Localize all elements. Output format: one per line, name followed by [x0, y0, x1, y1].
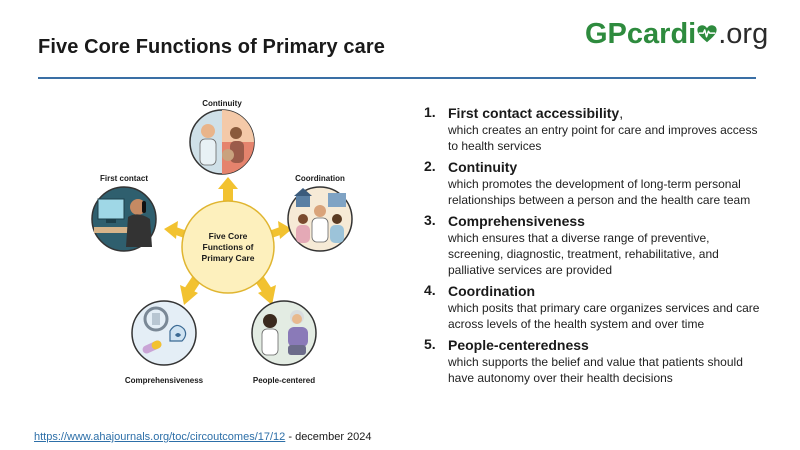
- list-item: [424, 212, 764, 278]
- phone-call-icon: [92, 187, 156, 251]
- core-functions-diagram: [80, 95, 380, 395]
- list-item: [424, 336, 764, 386]
- list-item: [424, 282, 764, 332]
- node-label-first-contact: First contact: [99, 174, 149, 183]
- source-date: - december 2024: [285, 431, 372, 443]
- source-link[interactable]: https://www.ahajournals.org/toc/circoutcomes/17/12: [34, 431, 286, 443]
- list-item-number: 4.: [424, 282, 436, 298]
- list-item-number: 2.: [424, 158, 436, 174]
- heading-text: Coordination: [448, 283, 536, 299]
- center-label-line-2: Functions of: [202, 242, 254, 252]
- list-item-description: which supports the belief and value that patients should have autonomy over their health decisions: [448, 355, 743, 385]
- list-item-number: 1.: [424, 104, 436, 120]
- heading-suffix: ,: [619, 105, 624, 121]
- heading-text: Continuity: [448, 159, 518, 175]
- heading-text: First contact accessibility: [448, 105, 620, 121]
- list-item-number: 3.: [424, 212, 436, 228]
- heading-text: People-centeredness: [448, 337, 589, 353]
- gpcardio-logo: [585, 20, 768, 49]
- care-team-icon: [288, 187, 352, 251]
- list-item-description: which creates an entry point for care and improves access to health services: [448, 123, 758, 153]
- list-item-heading: [448, 212, 764, 230]
- list-item-description: which promotes the development of long-term personal relationships between a person and the health care team: [448, 177, 751, 207]
- list-item-heading: [448, 336, 764, 354]
- list-item-heading: [448, 104, 764, 122]
- doctor-consultation-icon: [252, 301, 316, 365]
- node-label-continuity: Continuity: [202, 99, 242, 108]
- title-divider: [38, 77, 756, 79]
- node-label-comprehensiveness: Comprehensiveness: [124, 376, 204, 385]
- heart-ecg-icon: [696, 23, 718, 45]
- list-item-number: 5.: [424, 336, 436, 352]
- functions-list: [424, 104, 764, 390]
- logo-cardi: cardi: [626, 18, 697, 50]
- services-icon: [132, 301, 196, 365]
- heading-text: Comprehensiveness: [448, 213, 585, 229]
- node-label-people-centered: People-centered: [252, 376, 316, 385]
- list-item-heading: [448, 282, 764, 300]
- center-label-line-3: Primary Care: [201, 253, 255, 263]
- doctor-patient-icon: [190, 110, 254, 174]
- logo-org: .org: [718, 18, 769, 50]
- list-item: [424, 158, 764, 208]
- logo-gp: GP: [585, 18, 627, 50]
- list-item-heading: [448, 158, 764, 176]
- list-item: [424, 104, 764, 154]
- node-label-coordination: Coordination: [295, 174, 345, 183]
- list-item-description: which posits that primary care organizes services and care across levels of the health system and over time: [448, 301, 760, 331]
- list-item-description: which ensures that a diverse range of preventive, screening, diagnostic, treatment, rehabilitative, and palliative services are provided: [448, 231, 719, 277]
- slide-title: Five Core Functions of Primary care: [38, 36, 385, 58]
- source-citation: [34, 431, 372, 443]
- center-label-line-1: Five Core: [208, 231, 248, 241]
